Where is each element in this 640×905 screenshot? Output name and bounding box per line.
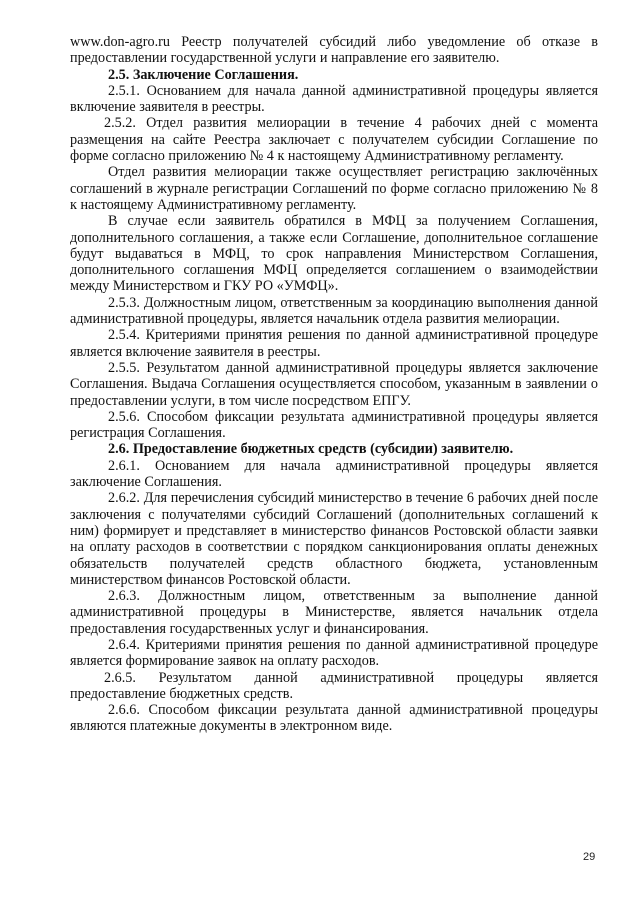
page-number: 29 — [583, 851, 596, 863]
paragraph-2-5-2: 2.5.2. Отдел развития мелиорации в течение 4 рабочих дней с момента размещения на сайте Реестра заключает с получателем субсидии Соглашение по форме согласно приложению № 4 к настоящему Административному регламенту. — [70, 115, 598, 165]
paragraph-2-5-6: 2.5.6. Способом фиксации результата административной процедуры является регистрация Соглашения. — [70, 408, 598, 442]
paragraph-2-5-3: 2.5.3. Должностным лицом, ответственным за координацию выполнения данной административной процедуры, является начальник отдела развития мелиорации. — [70, 294, 598, 328]
paragraph-2-5-2-mfc: В случае если заявитель обратился в МФЦ за получением Соглашения, дополнительного соглашения, а также если Соглашение, дополнительное соглашение будут выдаваться в МФЦ, то срок направления Министерством Соглашения, дополнительного соглашения МФЦ определяется соглашением о взаимодействии между Министерством и ГКУ РО «УМФЦ». — [70, 213, 598, 295]
paragraph-2-6-3: 2.6.3. Должностным лицом, ответственным за выполнение данной административной процедуры в Министерстве, является начальник отдела предоставления государственных услуг и финансирования. — [70, 588, 598, 637]
paragraph-2-6-4: 2.6.4. Критериями принятия решения по данной административной процедуре является формирование заявок на оплату расходов. — [70, 636, 598, 670]
paragraph-2-6-6: 2.6.6. Способом фиксации результата данной административной процедуры являются платежные документы в электронном виде. — [70, 702, 598, 735]
paragraph-2-6-5: 2.6.5. Результатом данной административной процедуры является предоставление бюджетных средств. — [70, 669, 598, 702]
paragraph-2-5-1: 2.5.1. Основанием для начала данной административной процедуры является включение заявителя в реестры. — [70, 82, 598, 116]
paragraph-2-5-2-registration: Отдел развития мелиорации также осуществляет регистрацию заключённых соглашений в журнале регистрации Соглашений по форме согласно приложению № 8 к настоящему Административному регламенту. — [70, 164, 598, 213]
paragraph-2-6-2: 2.6.2. Для перечисления субсидий министерство в течение 6 рабочих дней после заключения с получателями субсидий Соглашений (дополнительных соглашений к ним) формирует и представляет в министерство финансов Ростовской области заявки на оплату расходов в соответствии с порядком санкционирования оплаты денежных обязательств получателей средств областного бюджета, установленным министерством финансов Ростовской области. — [70, 490, 598, 588]
section-heading-2-5: 2.5. Заключение Соглашения. — [108, 66, 299, 83]
paragraph-2-5-5: 2.5.5. Результатом данной административной процедуры является заключение Соглашения. Выдача Соглашения осуществляется способом, указанным в заявлении о предоставлении услуги, в том числе посредством ЕПГУ. — [70, 359, 598, 409]
section-heading-2-6: 2.6. Предоставление бюджетных средств (субсидии) заявителю. — [108, 441, 514, 458]
paragraph-2-5-4: 2.5.4. Критериями принятия решения по данной административной процедуре является включение заявителя в реестры. — [70, 327, 598, 360]
paragraph-2-6-1: 2.6.1. Основанием для начала административной процедуры является заключение Соглашения. — [70, 457, 598, 491]
paragraph-intro: www.don-agro.ru Реестр получателей субсидий либо уведомление об отказе в предоставлении государственной услуги и направление его заявителю. — [70, 34, 598, 67]
